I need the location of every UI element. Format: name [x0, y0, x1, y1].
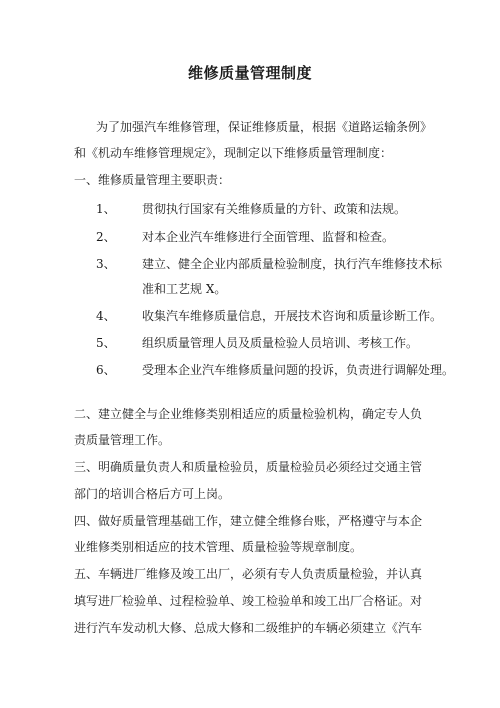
- item-1-text: 贯彻执行国家有关维修质量的方针、政策和法规。: [142, 202, 407, 216]
- item-2-text: 对本企业汽车维修进行全面管理、监督和检查。: [142, 230, 395, 244]
- item-5-number: 5、: [96, 336, 116, 350]
- intro-line-2: 和《机动车维修管理规定》，现制定以下维修质量管理制度：: [74, 146, 393, 160]
- section-5-line-2: 填写进厂检验单、过程检验单、竣工检验单和竣工出厂合格证。对: [74, 594, 423, 608]
- item-1-number: 1、: [96, 202, 116, 216]
- section-1-heading: 一、维修质量管理主要职责：: [74, 173, 231, 187]
- section-4-line-1: 四、做好质量管理基础工作，建立健全维修台账，严格遵守与本企: [74, 514, 423, 528]
- item-6-number: 6、: [96, 363, 116, 377]
- intro-line-1: 为了加强汽车维修管理，保证维修质量，根据《道路运输条例》: [96, 120, 433, 134]
- section-3-line-1: 三、明确质量负责人和质量检验员，质量检验员必须经过交通主管: [74, 460, 423, 474]
- section-4-line-2: 业维修类别相适应的技术管理、质量检验等规章制度。: [74, 540, 363, 554]
- item-6-text: 受理本企业汽车维修质量问题的投诉，负责进行调解处理。: [142, 363, 455, 377]
- document-title: 维修质量管理制度: [187, 64, 312, 82]
- section-2-line-1: 二、建立健全与企业维修类别相适应的质量检验机构，确定专人负: [74, 407, 423, 421]
- item-3-text-line-2: 准和工艺规 X。: [142, 282, 227, 296]
- section-5-line-1: 五、车辆进厂维修及竣工出厂，必须有专人负责质量检验，并认真: [74, 567, 423, 581]
- item-4-number: 4、: [96, 309, 116, 323]
- item-3-number: 3、: [96, 257, 116, 271]
- item-2-number: 2、: [96, 230, 116, 244]
- item-5-text: 组织质量管理人员及质量检验人员培训、考核工作。: [142, 336, 419, 350]
- section-5-line-3: 进行汽车发动机大修、总成大修和二级维护的车辆必须建立《汽车: [74, 621, 423, 635]
- item-4-text: 收集汽车维修质量信息，开展技术咨询和质量诊断工作。: [142, 309, 443, 323]
- section-2-line-2: 责质量管理工作。: [74, 433, 171, 447]
- section-3-line-2: 部门的培训合格后方可上岗。: [74, 487, 231, 501]
- item-3-text-line-1: 建立、健全企业内部质量检验制度，执行汽车维修技术标: [142, 257, 443, 271]
